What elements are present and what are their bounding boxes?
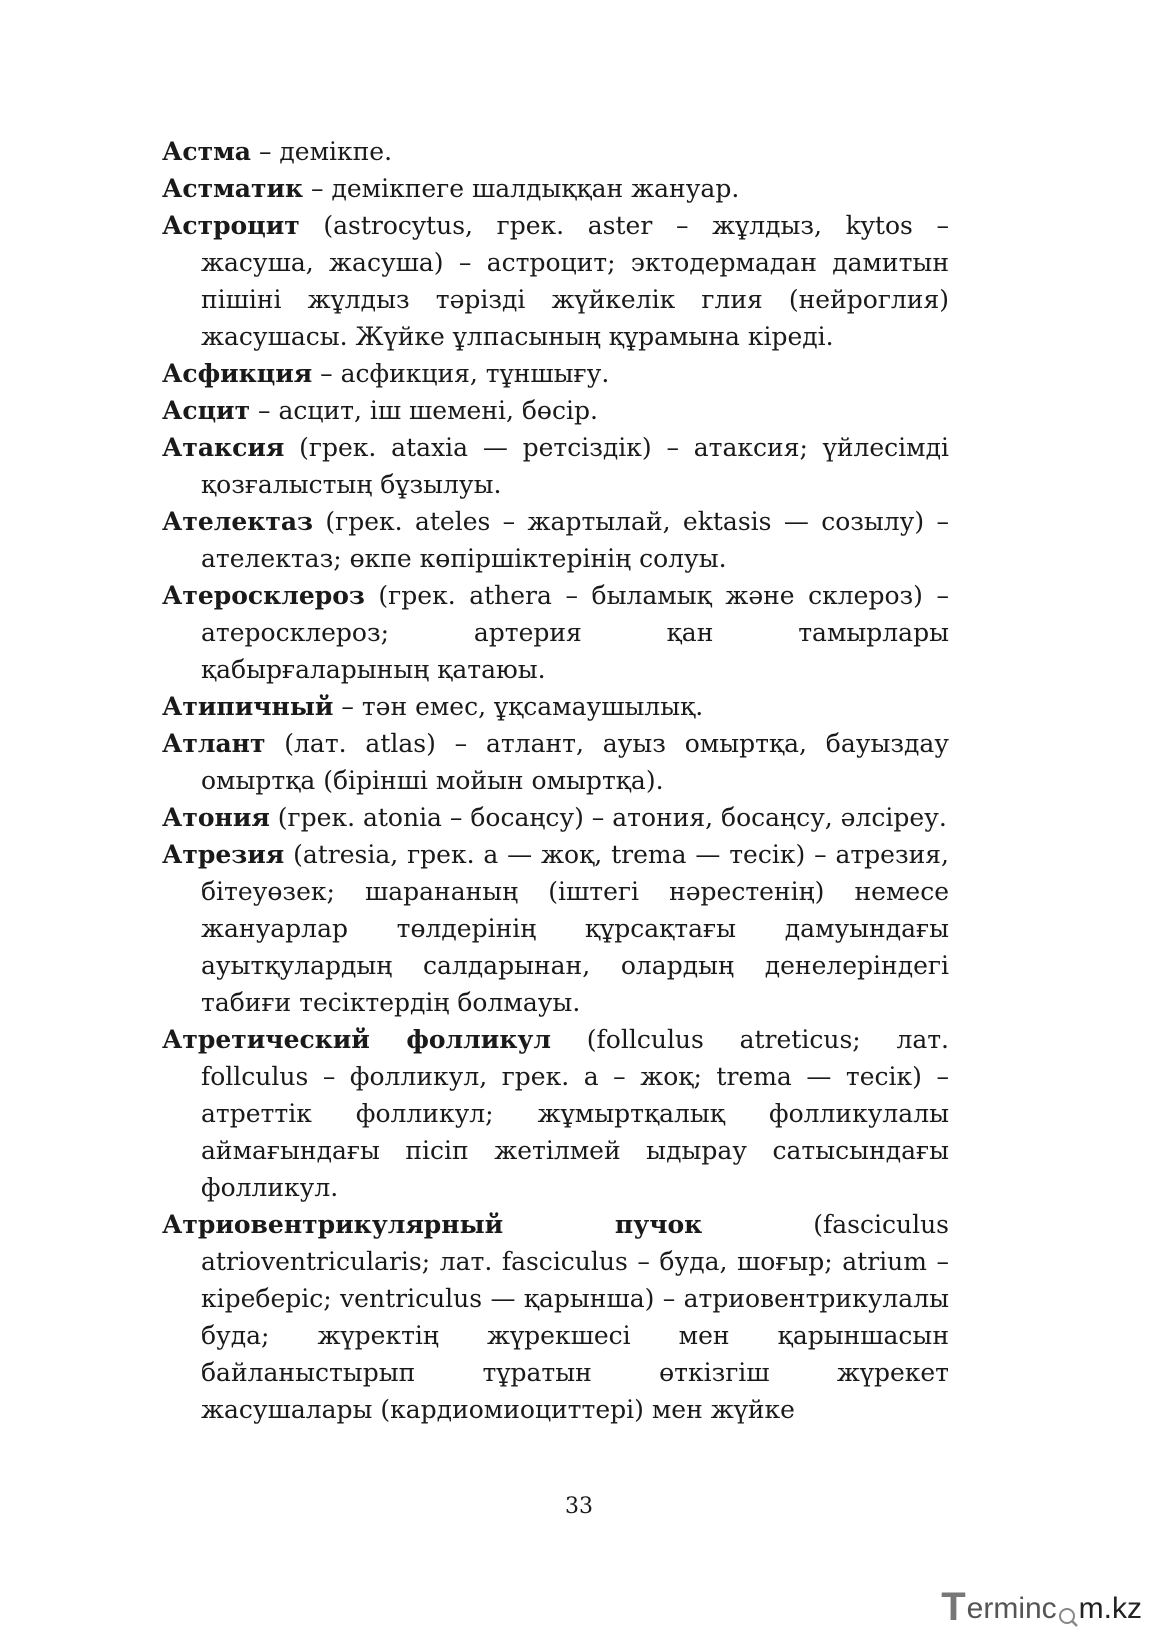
dictionary-entry [162, 1021, 949, 1206]
magnifier-icon [1058, 1597, 1078, 1627]
entry-definition: (грек. ateles – жартылай, ektasis — созылу) – ателектаз; өкпе көпіршіктерінің солуы. [201, 507, 949, 573]
site-watermark [941, 1585, 1142, 1627]
entry-definition: (atresia, грек. a — жоқ, trema — тесік) – атрезия, бітеуөзек; шарананың (іштегі нәрестенің) немесе жануарлар төлдерінің құрсақтағы дамуындағы ауытқулардың салдарынан, олардың денелеріндегі табиғи тесіктердің болмауы. [201, 840, 949, 1017]
entry-term: Асцит [162, 396, 251, 425]
dictionary-entry [162, 799, 949, 836]
entry-term: Атриовентрикулярный пучок [162, 1210, 703, 1239]
dictionary-entry [162, 836, 949, 1021]
entry-definition: (грек. atonia – босаңсу) – атония, босаңсу, әлсіреу. [269, 803, 947, 832]
entry-term: Асфикция [162, 359, 313, 388]
dictionary-entry [162, 133, 949, 170]
page-number: 33 [565, 1494, 593, 1519]
dictionary-entry [162, 392, 949, 429]
entry-term: Ателектаз [162, 507, 313, 536]
entry-definition: – тән емес, ұқсамаушылық. [333, 692, 704, 721]
dictionary-entry [162, 688, 949, 725]
entry-term: Астматик [162, 174, 304, 203]
entry-term: Атаксия [162, 433, 285, 462]
dictionary-entry [162, 429, 949, 503]
entry-definition: (грек. ataxia — ретсіздік) – атаксия; үйлесімді қозғалыстың бұзылуы. [201, 433, 949, 499]
entry-term: Атипичный [162, 692, 334, 721]
dictionary-entry [162, 1206, 949, 1428]
entry-definition: (грек. athera – быламық және склероз) – атеросклероз; артерия қан тамырлары қабырғаларының қатаюы. [201, 581, 949, 684]
dictionary-entry [162, 503, 949, 577]
entry-term: Атретический фолликул [162, 1025, 552, 1054]
dictionary-entry [162, 170, 949, 207]
watermark-prefix: T [941, 1585, 966, 1629]
entry-definition: – асфикция, тұншығу. [312, 359, 610, 388]
watermark-suffix: m.kz [1078, 1592, 1142, 1625]
entry-term: Астма [162, 137, 251, 166]
dictionary-entry [162, 725, 949, 799]
entry-term: Атония [162, 803, 270, 832]
entry-definition: – демікпе. [251, 137, 393, 166]
entry-definition: (fasciculus atrioventricularis; лат. fasciculus – буда, шоғыр; atrium – кіреберіс; ventriculus — қарынша) – атриовентрикулалы буда; жүректің жүрекшесі мен қарыншасын байланыстырып тұратын өткізгіш жүрекет жасушалары (кардиомиоциттері) мен жүйке [201, 1210, 949, 1424]
watermark-middle: erminc [966, 1592, 1057, 1625]
entry-term: Атлант [162, 729, 266, 758]
entry-definition: (follculus atreticus; лат. follculus – фолликул, грек. a – жоқ; trema — тесік) – атреттік фолликул; жұмыртқалық фолликулалы аймағындағы пісіп жетілмей ыдырау сатысындағы фолликул. [201, 1025, 950, 1202]
entry-definition: – асцит, іш шемені, бөсір. [250, 396, 598, 425]
entry-term: Атеросклероз [162, 581, 365, 610]
entry-definition: (astrocytus, грек. aster – жұлдыз, kytos – жасуша, жасуша) – астроцит; эктодермадан дамитын пішіні жұлдыз тәрізді жүйкелік глия (нейроглия) жасушасы. Жүйке ұлпасының құрамына кіреді. [201, 211, 949, 351]
entry-definition: (лат. atlas) – атлант, ауыз омыртқа, бауыздау омыртқа (бірінші мойын омыртқа). [201, 729, 949, 795]
entry-definition: – демікпеге шалдыққан жануар. [303, 174, 740, 203]
dictionary-page [162, 133, 949, 1428]
dictionary-entry [162, 207, 949, 355]
dictionary-entry [162, 577, 949, 688]
entry-term: Астроцит [162, 211, 300, 240]
entry-term: Атрезия [162, 840, 285, 869]
dictionary-entry [162, 355, 949, 392]
